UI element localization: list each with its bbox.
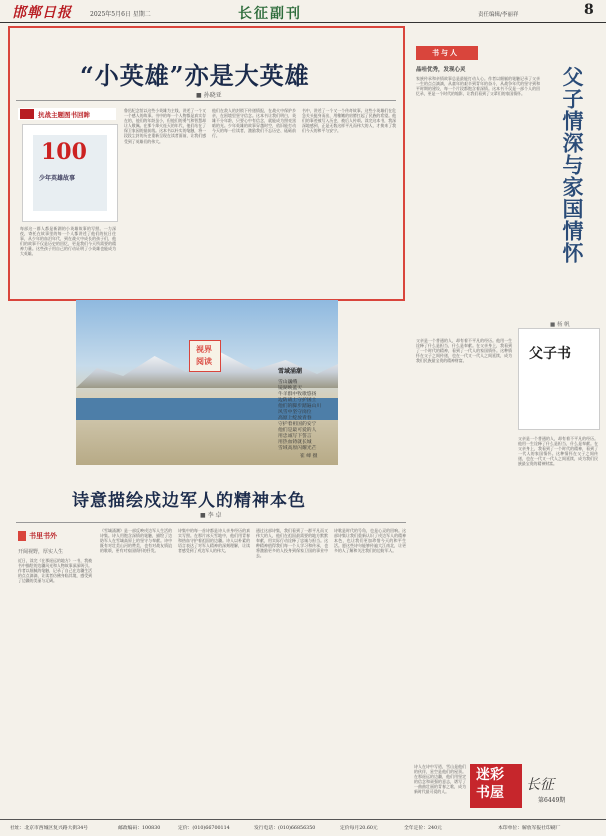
author-column-text: 家族传承和亲情故事总是最能打动人心。作者以细腻的笔触记录了父亲一生的点点滴滴，从童年的艰辛到青年的奋斗，从战争年代的坚守到和平时期的建设，每一个片段都饱含着深情。这本书不仅是一部个人的回忆录，更是一个时代的缩影，让我们看到了父辈们的家国情怀。 (416, 76, 540, 97)
book-cover-image (22, 124, 118, 222)
poem-feature-byline: ■ 李 卓 (200, 512, 222, 519)
poem-feature-column-4: 诗歌是时代的号角，也是心灵的回响。这部诗集让我们重新认识了戍边军人的精神本色，也让我们更加珍惜今天的和平生活。愿这些诗句能够传遍大江南北，让更多的人了解和关注我们的边防军人。 (334, 528, 406, 554)
feature-banner: 抗战主题图书回眸 (38, 111, 90, 119)
banner-chip-icon (20, 109, 34, 119)
stamp-signature: 长征 (526, 777, 554, 793)
poem-line: 牛羊群中牧歌悠扬 (278, 392, 317, 397)
footer-address: 社址：北京市西城区复兴路大街34号 (10, 826, 89, 831)
footer-price: 定价每月20.60元 (340, 826, 378, 831)
father-book-cover (518, 328, 600, 430)
author-column-subtitle: 晶哇优秀，发现心灵 (416, 67, 466, 73)
book-cover-number: 100 (41, 139, 87, 165)
poem-feature-column-5: 诗人在诗中写道，雪山是他们的伙伴，星空是他们的屋顶。在那遥远的边疆，他们用坚定的信念和顽强的意志，谱写了一曲曲壮丽的青春之歌，成为新时代最可爱的人。 (414, 764, 466, 795)
book-cover-title: 少年英雄故事 (39, 175, 76, 182)
book-out-subtitle: 开阔视野，厚实人生 (18, 549, 64, 555)
poem-line: 他们是最可爱的人 (278, 428, 317, 433)
issue-date: 2025年5月6日 星期二 (90, 11, 151, 18)
section-title: 长征副刊 (238, 6, 302, 22)
feature-divider (16, 100, 396, 101)
poem-line: 他们的脚步踏遍山川 (278, 404, 322, 409)
poem-feature-title: 诗意描绘戍边军人的精神本色 (72, 491, 306, 511)
view-label: 视界阅读 (196, 344, 212, 366)
poem-line: 雪域高原闪耀光芒 (278, 446, 317, 451)
poem-line: 守护着祖国的安宁 (278, 422, 317, 427)
poem-line: 用热血铸就长城 (278, 440, 312, 445)
vertical-author: ■ 杨 帆 (550, 322, 570, 328)
feature-column-4: 书中，讲述了一个又一个传奇故事。这些小英雄们在危急关头挺身而出，用稚嫩的肩膀扛起了民族的希望。他们的事迹被写入历史，被后人传颂。读完这本书，我深深地感到，正是无数这样平凡而伟大的人，才换来了我们今天的和平与安宁。 (302, 108, 396, 134)
book-out-tag: 书里书外 (29, 531, 57, 540)
footer-year-price: 全年定价：240元 (404, 826, 442, 831)
author-column-text-3: 父亲是一个普通的人，却有着不平凡的经历。他用一生诠释了什么是担当，什么是奉献。在父亲身上，我看到了一个时代的精神，看到了一代人的家国情怀。这种情怀在父子之间传递，也在一代又一代人之间延续，成为我们民族最宝贵的精神财富。 (518, 436, 598, 467)
vertical-title: 父子情深与家国情怀 (560, 66, 585, 264)
poem-line: 高原上绽放青春 (278, 416, 312, 421)
feature-column-2: 鲁迅纪念馆以这些小英雄为主线，讲述了一个又一个感人的故事。书中的每一个人物都是真实存在的，他们的年龄虽小，但他们的勇气和智慧却让人敬佩。在那个烽火连天的年代，他们站在了保卫家园的最前线。这本书以朴实的笔触，将一段段尘封的历史重新呈现在读者面前，让我们感受到了英雄们的伟大。 (124, 108, 206, 144)
stamp-text: 迷彩书屋 (476, 767, 504, 801)
page-number: 8 (584, 2, 594, 18)
issue-number: 第6449期 (538, 797, 566, 804)
poem-line: 雪山巍峨 (278, 380, 298, 385)
editor-credit: 责任编辑/李丽祥 (478, 12, 519, 18)
poem-line: 风雪中坚守岗位 (278, 410, 312, 415)
newspaper-logo: 邯郸日报 (12, 5, 72, 21)
footer-printer: 本印单位：解放军报社印刷厂 (498, 826, 561, 831)
poem-feature-column-3: 通过这部诗集，我们看到了一群平凡而又伟大的人，他们在祖国最需要的地方默默奉献，用实际行动诠释了忠诚与担当。这种精神值得我们每一个人学习和传承，也将激励更多的人投身到保家卫国的事业中去。 (256, 528, 328, 559)
feature-column-3: 他们在敌人的封锁下传递情报，在战火中保护乡亲，在困境里坚守信念。这本书让我们明白，英雄不分年龄，只要心中有信念，就能成为照亮黑暗的光。少年英雄的故事穿越时空，依旧能打动今天的每一位读者，激励我们不忘历史、砥砺前行。 (212, 108, 296, 139)
author-column-tag: 书与人 (432, 48, 459, 57)
father-book-title: 父子书 (529, 346, 571, 362)
poem-author: 崔 峰 摄 (300, 454, 318, 459)
footer-postcode: 邮政编码：100830 (118, 826, 161, 831)
poem-title: 雪域涌潮 (278, 368, 303, 375)
feature-column-1: 每部这一群人都是新湖的小英雄故事的写照。一力深夜，寄托在故事里的每一个人都讲述了他们的抗日往事，从少年的血泪年代，到在战火中成长的孩子们，他们的故事不仅是历史的回忆，更是我们今天所需要的精神力量。这些孩子用自己的行动证明了小英雄也能成为大英雄。 (20, 226, 116, 257)
feature-title: “小英雄”亦是大英雄 (80, 61, 310, 90)
footer-phone2: 发行电话：(010)66856350 (254, 826, 316, 831)
poem-feature-column-2: 诗集中的每一首诗都是诗人亲身经历的真实写照。在那片冰天雪地中，他们用青春和热血守护着祖国的边疆。诗人以朴素的语言表达了对军人精神的深刻理解，让读者感受到了戍边军人的伟大。 (178, 528, 250, 554)
poem-line: 镜湖映蓝天 (278, 386, 302, 391)
poem-feature-column-1: 《雪域涌潮》是一部反映戍边军人生活的诗集。诗人用饱含深情的笔触，描绘了边防军人在雪域高原上的坚守与奉献。诗中既有对壮美山河的赞美，也有对战友情谊的歌颂，更有对家国情怀的抒发。 (100, 528, 172, 554)
poem-line: 用忠诚写下誓言 (278, 434, 312, 439)
poem-feature-divider (16, 522, 406, 523)
feature-byline: ■ 孙晓亚 (196, 92, 222, 99)
book-out-text: 近日，读完《在那遥远的地方》一书，我被书中描绘的边疆风光和人物故事深深吸引。作者以细腻的笔触，记录了自己在边疆生活的点点滴滴，让读者仿佛身临其境，感受到了边疆的美丽与辽阔。 (18, 558, 92, 584)
author-column-text-2: 父亲是一个普通的人，却有着不平凡的经历。他用一生诠释了什么是担当，什么是奉献。在父亲身上，我看到了一个时代的精神，看到了一代人的家国情怀。这种情怀在父子之间传递，也在一代又一代人之间延续，成为我们民族最宝贵的精神财富。 (416, 338, 512, 364)
poem-line: 边防战士守护国土 (278, 398, 317, 403)
footer-phone1: 定价：(010)66700114 (178, 826, 230, 831)
bookshelf-chip-icon (18, 531, 26, 541)
